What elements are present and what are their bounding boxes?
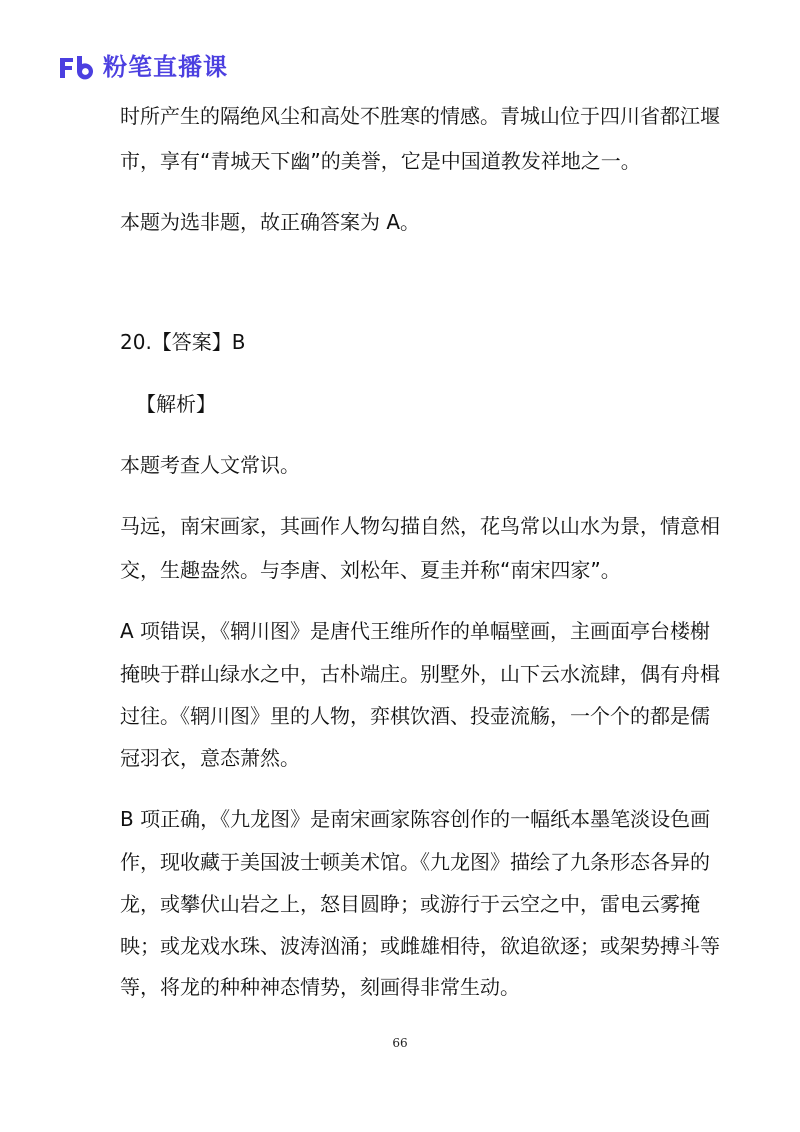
analysis-label: 【解析】 — [136, 392, 216, 416]
brand-title: 粉笔直播课 — [103, 53, 228, 81]
paragraph-line: A 项错误，《辋川图》是唐代王维所作的单幅壁画，主画面亭台楼榭 — [120, 619, 711, 643]
paragraph-line: 作，现收藏于美国波士顿美术馆。《九龙图》描绘了九条形态各异的 — [120, 850, 710, 874]
paragraph-line: 马远，南宋画家，其画作人物勾描自然，花鸟常以山水为景，情意相 — [120, 514, 720, 538]
answer-heading: 20.【答案】B — [120, 330, 246, 354]
paragraph-line: 交，生趣盎然。与李唐、刘松年、夏圭并称“南宋四家”。 — [120, 558, 621, 582]
page-number: 66 — [392, 1036, 408, 1050]
paragraph-line: 时所产生的隔绝风尘和高处不胜寒的情感。青城山位于四川省都江堰 — [120, 104, 720, 128]
paragraph-line: 市，享有“青城天下幽”的美誉，它是中国道教发祥地之一。 — [120, 149, 641, 173]
paragraph-line: 过往。《辋川图》里的人物，弈棋饮酒、投壶流觞，一个个的都是儒 — [120, 704, 710, 728]
paragraph-line: 龙，或攀伏山岩之上，怒目圆睁；或游行于云空之中，雷电云雾掩 — [120, 892, 700, 916]
paragraph: 本题考查人文常识。 — [120, 453, 300, 477]
paragraph-line: 等，将龙的种种神态情势，刻画得非常生动。 — [120, 975, 520, 999]
fenbi-logo-icon — [57, 54, 97, 80]
paragraph-line: 冠羽衣，意态萧然。 — [120, 746, 300, 770]
header — [57, 50, 228, 84]
paragraph-line: B 项正确，《九龙图》是南宋画家陈容创作的一幅纸本墨笔淡设色画 — [120, 807, 711, 831]
paragraph-line: 掩映于群山绿水之中，古朴端庄。别墅外，山下云水流肆，偶有舟楫 — [120, 662, 720, 686]
paragraph: 本题为选非题，故正确答案为 A。 — [120, 210, 421, 234]
paragraph-line: 映；或龙戏水珠、波涛汹涌；或雌雄相待，欲追欲逐；或架势搏斗等 — [120, 934, 720, 958]
